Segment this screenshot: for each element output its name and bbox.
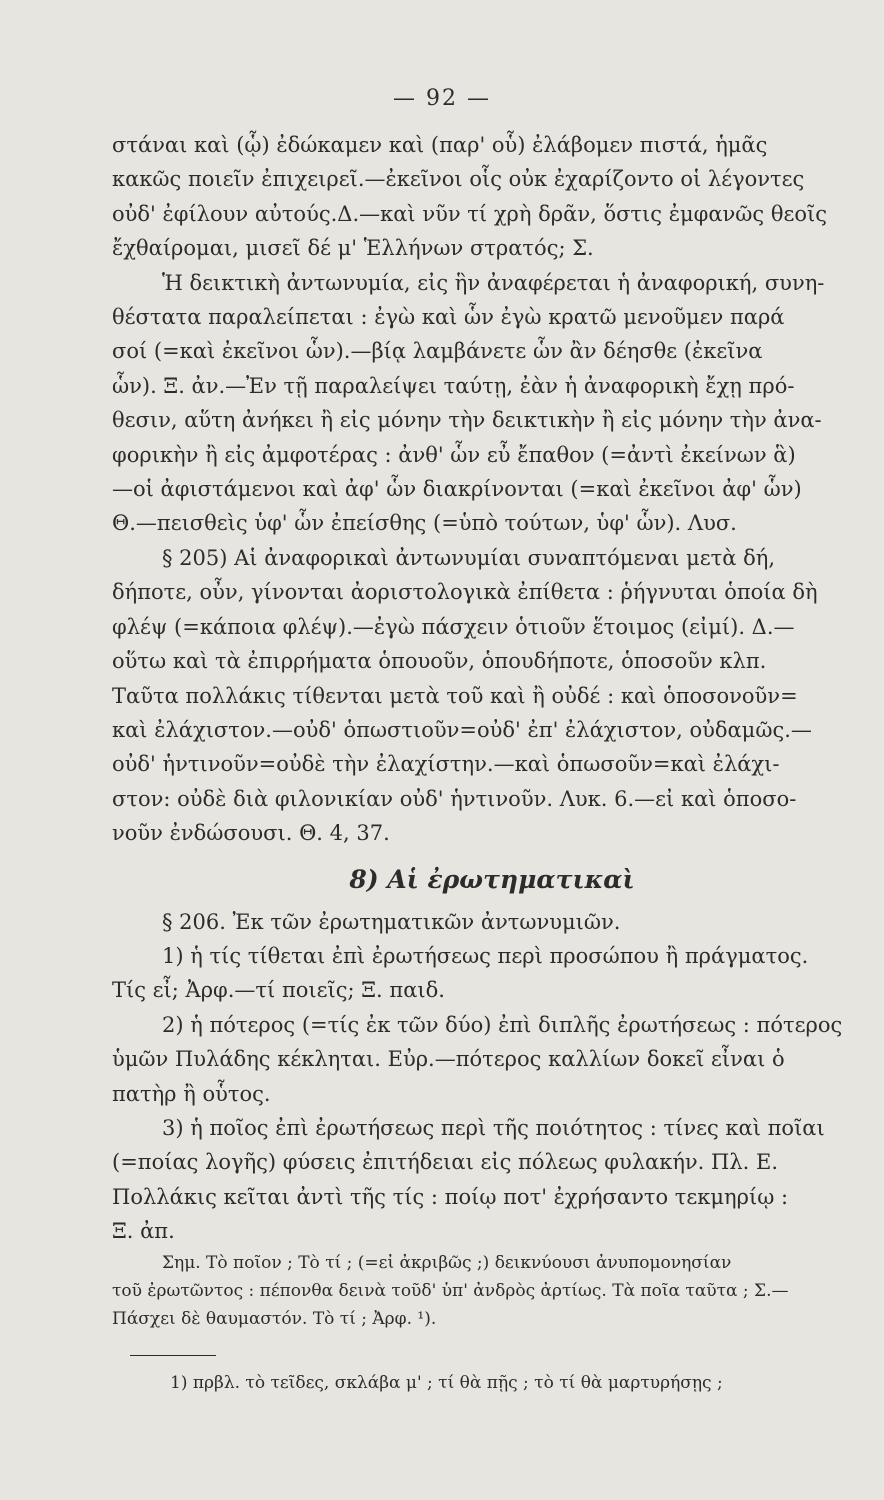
text-line: (=ποίας λογῆς) φύσεις ἐπιτήδειαι εἰς πόλεως φυλακήν. Πλ. Ε. xyxy=(112,1150,779,1175)
text-line: οὕτω καὶ τὰ ἐπιρρήματα ὁπουοῦν, ὁπουδήποτε, ὁποσοῦν κλπ. xyxy=(112,649,767,674)
text-line: Τίς εἶ; Ἀρφ.—τί ποιεῖς; Ξ. παιδ. xyxy=(112,978,445,1003)
text-line: § 206. Ἐκ τῶν ἐρωτηματικῶν ἀντωνυμιῶν. xyxy=(162,909,621,934)
note-line: Σημ. Τὸ ποῖον ; Τὸ τί ; (=εἰ ἀκριβῶς ;) δεικνύουσι ἀνυπομονησίαν xyxy=(162,1252,732,1273)
text-line: νοῦν ἐνδώσουσι. Θ. 4, 37. xyxy=(112,821,390,846)
text-line: Ταῦτα πολλάκις τίθενται μετὰ τοῦ καὶ ἢ οὐδέ : καὶ ὁποσονοῦν= xyxy=(112,683,798,708)
note-block xyxy=(112,1249,872,1333)
text-line: θέστατα παραλείπεται : ἐγὼ καὶ ὧν ἐγὼ κρατῶ μενοῦμεν παρά xyxy=(112,305,785,330)
text-line: Θ.—πεισθεὶς ὑφ' ὧν ἐπείσθης (=ὑπὸ τούτων, ὑφ' ὧν). Λυσ. xyxy=(112,511,737,536)
footnote-separator xyxy=(130,1355,216,1356)
text-line: ὑμῶν Πυλάδης κέκληται. Εὐρ.—πότερος καλλίων δοκεῖ εἶναι ὁ xyxy=(112,1047,785,1072)
text-line: θεσιν, αὕτη ἀνήκει ἢ εἰς μόνην τὴν δεικτικὴν ἢ εἰς μόνην τὴν ἀνα- xyxy=(112,408,822,433)
text-line: —οἱ ἀφιστάμενοι καὶ ἀφ' ὧν διακρίνονται (=καὶ ἐκεῖνοι ἀφ' ὧν) xyxy=(112,477,802,502)
text-line: καὶ ἐλάχιστον.—οὐδ' ὁπωστιοῦν=οὐδ' ἐπ' ἐλάχιστον, οὐδαμῶς.— xyxy=(112,717,812,742)
section-205 xyxy=(112,541,872,851)
text-line: φλέψ (=κάποια φλέψ).—ἐγὼ πάσχειν ὁτιοῦν ἕτοιμος (εἰμί). Δ.— xyxy=(112,614,795,639)
text-line: κακῶς ποιεῖν ἐπιχειρεῖ.—ἐκεῖνοι οἷς οὐκ ἐχαρίζοντο οἱ λέγοντες xyxy=(112,167,805,192)
item-3 xyxy=(112,1111,872,1249)
text-line: οὐδ' ἐφίλουν αὐτούς.Δ.—καὶ νῦν τί χρὴ δρᾶν, ὅστις ἐμφανῶς θεοῖς xyxy=(112,201,828,226)
paragraph-demonstrative xyxy=(112,266,872,541)
text-line: Ἡ δεικτικὴ ἀντωνυμία, εἰς ἣν ἀναφέρεται ἡ ἀναφορική, συνη- xyxy=(162,270,825,295)
text-line: σοί (=καὶ ἐκεῖνοι ὧν).—βίᾳ λαμβάνετε ὧν ἂν δέησθε (ἐκεῖνα xyxy=(112,339,763,364)
note-line: τοῦ ἐρωτῶντος : πέπονθα δεινὰ τοῦδ' ὑπ' ἀνδρὸς ἀρτίως. Τὰ ποῖα ταῦτα ; Σ.— xyxy=(112,1280,789,1301)
text-line: φορικὴν ἢ εἰς ἀμφοτέρας : ἀνθ' ὧν εὖ ἔπαθον (=ἀντὶ ἐκείνων ἃ) xyxy=(112,442,796,467)
text-line: § 205) Αἱ ἀναφορικαὶ ἀντωνυμίαι συναπτόμεναι μετὰ δή, xyxy=(162,545,776,570)
text-line: δήποτε, οὖν, γίνονται ἀοριστολογικὰ ἐπίθετα : ῥήγνυται ὁποία δὴ xyxy=(112,580,818,605)
page-body xyxy=(112,128,872,1396)
text-line: 1) ἡ τίς τίθεται ἐπὶ ἐρωτήσεως περὶ προσώπου ἢ πράγματος. xyxy=(162,943,809,968)
page-number: — 92 — xyxy=(393,86,491,111)
section-206 xyxy=(112,905,872,939)
text-line: Ξ. ἀπ. xyxy=(112,1219,175,1244)
text-line: ἔχθαίρομαι, μισεῖ δέ μ' Ἑλλήνων στρατός; Σ. xyxy=(112,236,594,261)
note-line: Πάσχει δὲ θαυμαστόν. Τὸ τί ; Ἀρφ. ¹). xyxy=(112,1308,437,1329)
text-line: στον: οὐδὲ διὰ φιλονικίαν οὐδ' ἡντινοῦν. Λυκ. 6.—εἰ καὶ ὁποσο- xyxy=(112,786,797,811)
section-heading: 8) Αἱ ἐρωτηματικαὶ xyxy=(349,864,635,894)
text-line: στάναι καὶ (ᾧ) ἐδώκαμεν καὶ (παρ' οὗ) ἐλάβομεν πιστά, ἡμᾶς xyxy=(112,133,768,157)
footnote: 1) πρβλ. τὸ τεῖδες, σκλάβα μ' ; τί θὰ πῇς ; τὸ τί θὰ μαρτυρήσῃς ; xyxy=(170,1372,723,1393)
paragraph-continued xyxy=(112,128,872,266)
text-line: οὐδ' ἡντινοῦν=οὐδὲ τὴν ἐλαχίστην.—καὶ ὁπωσοῦν=καὶ ἐλάχι- xyxy=(112,752,780,777)
text-line: ὧν). Ξ. ἀν.—Ἐν τῇ παραλείψει ταύτῃ, ἐὰν ἡ ἀναφορικὴ ἔχῃ πρό- xyxy=(112,373,795,398)
item-2 xyxy=(112,1008,872,1111)
item-1 xyxy=(112,939,872,1008)
text-line: Πολλάκις κεῖται ἀντὶ τῆς τίς : ποίῳ ποτ' ἐχρήσαντο τεκμηρίῳ : xyxy=(112,1184,789,1209)
text-line: 3) ἡ ποῖος ἐπὶ ἐρωτήσεως περὶ τῆς ποιότητος : τίνες καὶ ποῖαι xyxy=(162,1115,825,1140)
text-line: 2) ἡ πότερος (=τίς ἐκ τῶν δύο) ἐπὶ διπλῆς ἐρωτήσεως : πότερος xyxy=(162,1012,843,1037)
text-line: πατὴρ ἢ οὗτος. xyxy=(112,1081,271,1106)
